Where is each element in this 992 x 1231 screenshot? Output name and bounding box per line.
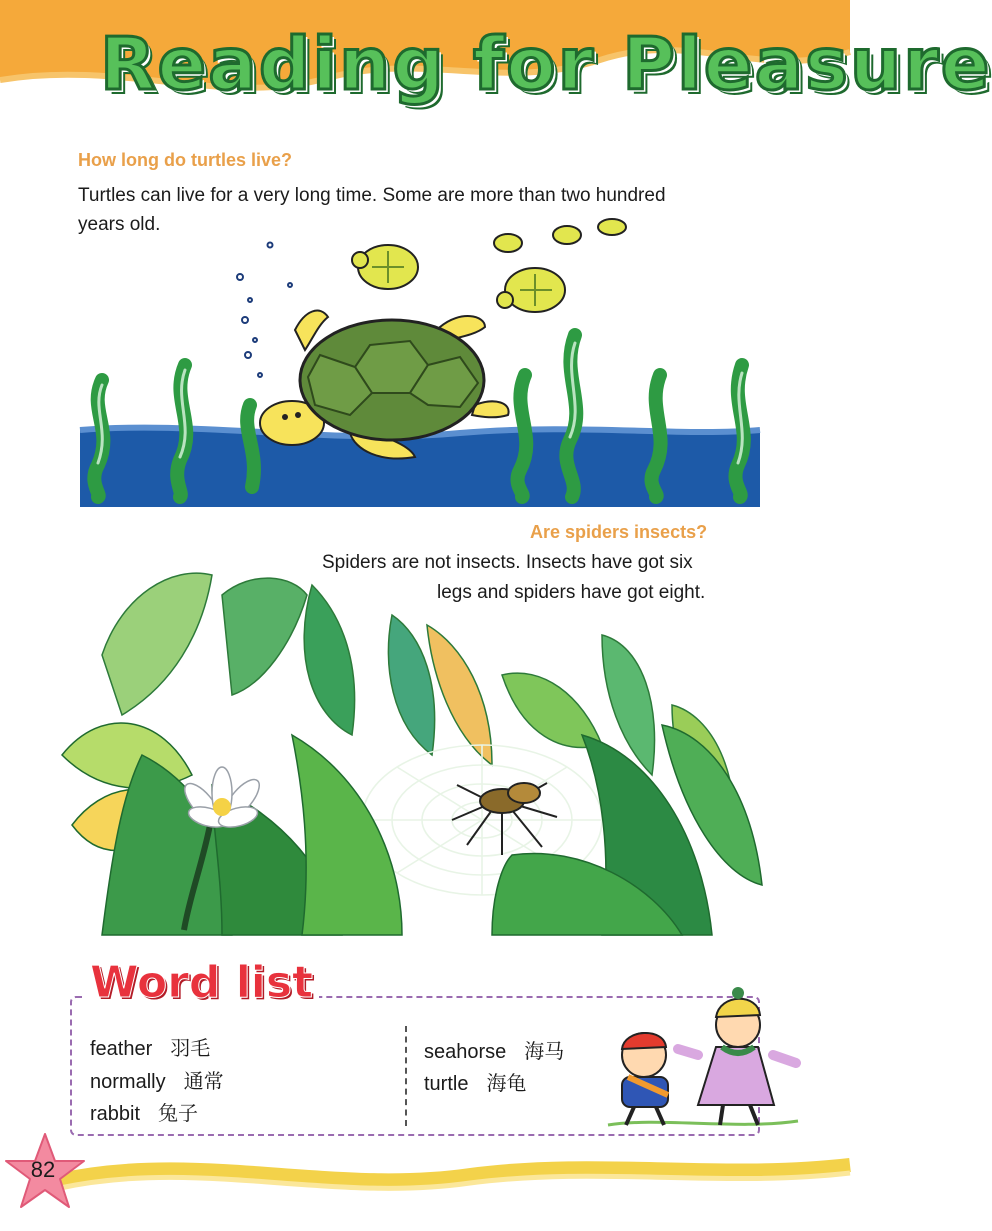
- word-list-item: [90, 1097, 198, 1126]
- word-english: turtle: [424, 1073, 469, 1095]
- word-chinese: 兔子: [158, 1103, 199, 1125]
- children-illustration: [598, 985, 810, 1135]
- word-list-divider: [405, 1026, 407, 1126]
- word-english: feather: [90, 1038, 153, 1060]
- turtle-answer-line-1: Turtles can live for a very long time. Some are more than two hundred: [78, 185, 666, 206]
- turtle-illustration: [80, 225, 760, 510]
- word-list-item: [424, 1067, 526, 1096]
- spider-answer-line-2: legs and spiders have got eight.: [437, 582, 706, 603]
- page-number: 82: [30, 1157, 56, 1182]
- word-english: normally: [90, 1071, 166, 1093]
- footer-wave: [0, 1140, 850, 1231]
- spider-web-illustration: [62, 555, 762, 940]
- word-chinese: 海马: [524, 1041, 565, 1063]
- turtle-question: How long do turtles live?: [78, 150, 293, 170]
- spider-question: Are spiders insects?: [530, 522, 708, 542]
- spider-answer-line-1: Spiders are not insects. Insects have got six: [322, 552, 693, 573]
- word-chinese: 通常: [183, 1071, 224, 1093]
- word-list-item: [424, 1035, 564, 1064]
- word-list-title: Word list: [84, 957, 319, 1008]
- word-chinese: 海龟: [486, 1073, 527, 1095]
- word-chinese: 羽毛: [170, 1038, 211, 1060]
- turtle-answer-line-2: years old.: [78, 214, 161, 235]
- word-english: seahorse: [424, 1041, 507, 1063]
- word-list-item: [90, 1032, 210, 1061]
- word-english: rabbit: [90, 1103, 141, 1125]
- word-list-item: [90, 1065, 224, 1094]
- page-title: Reading for Pleasure: [100, 22, 992, 106]
